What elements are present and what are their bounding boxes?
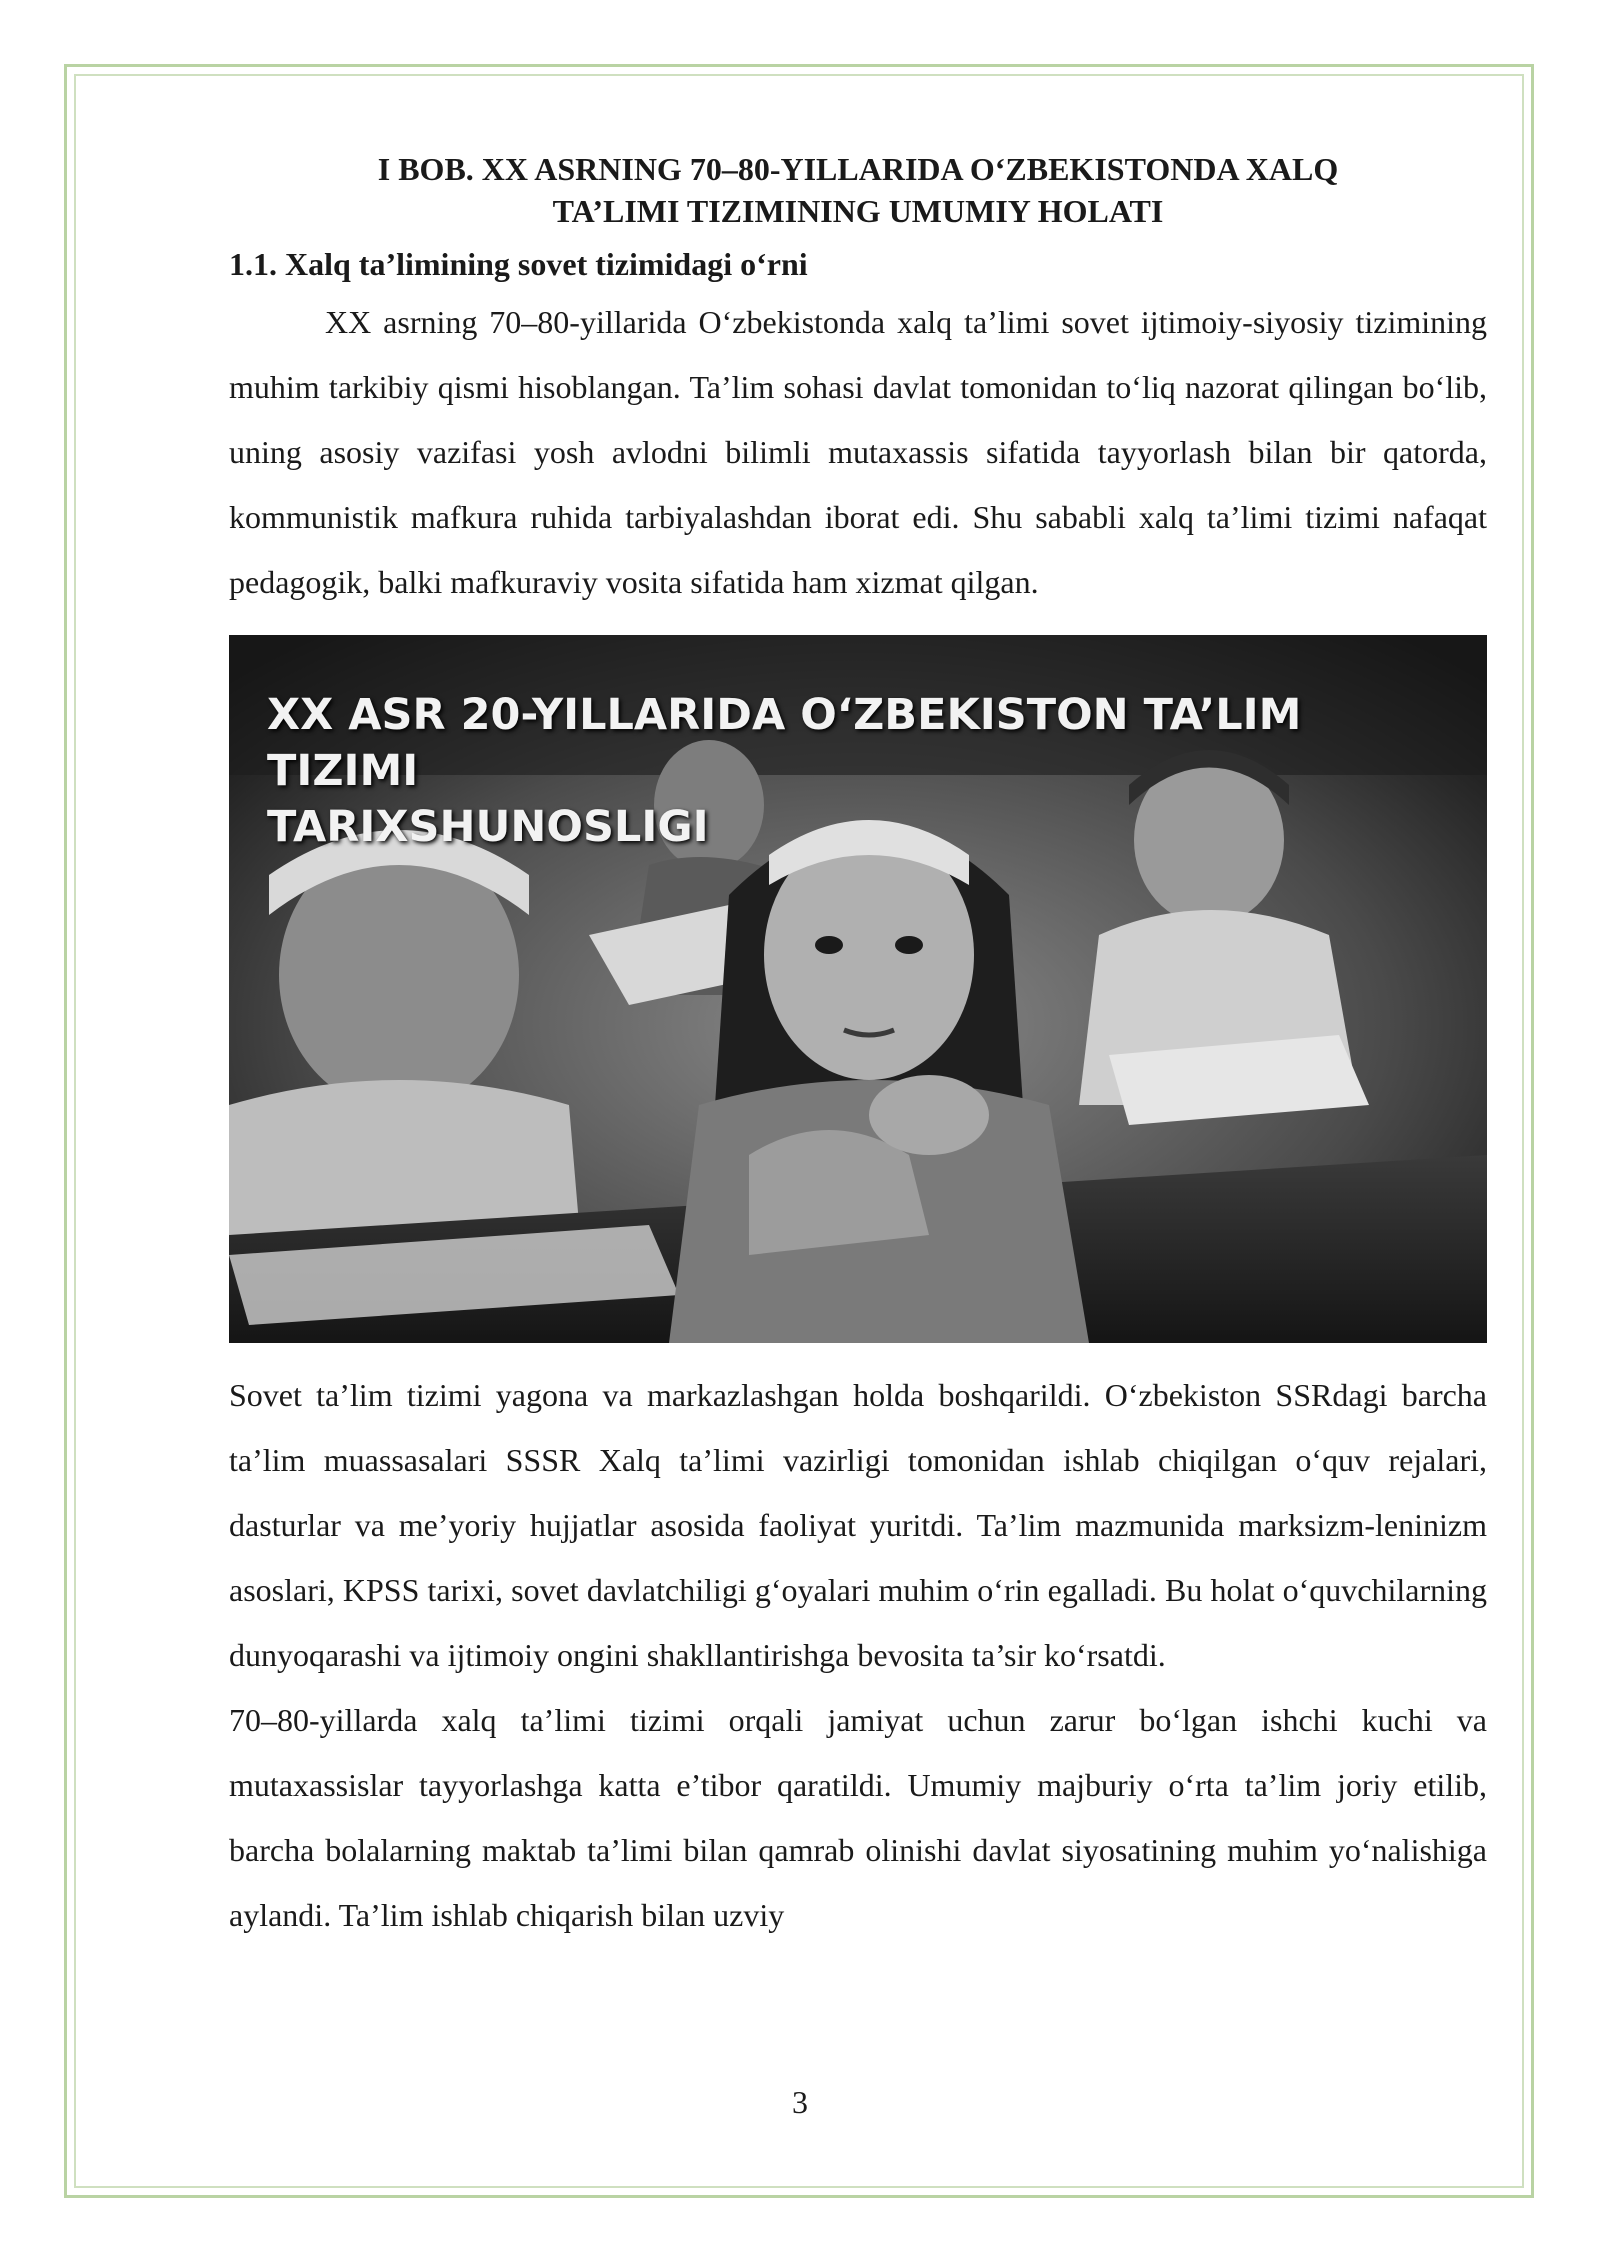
figure-caption-line1: XX ASR 20-YILLARIDA O‘ZBEKISTON TA’LIM TIZIMI [267,690,1302,796]
paragraph-1: XX asrning 70–80-yillarida O‘zbekistonda xalq ta’limi sovet ijtimoiy-siyosiy tizimining muhim tarkibiy qismi hisoblangan. Ta’lim sohasi davlat tomonidan to‘liq nazorat qilingan bo‘lib, uning asosiy vazifasi yosh avlodni bilimli mutaxassis sifatida tayyorlash bilan bir qatorda, kommunistik mafkura ruhida tarbiyalashdan iborat edi. Shu sababli xalq ta’limi tizimi nafaqat pedagogik, balki mafkuraviy vosita sifatida ham xizmat qilgan. [229,304,1487,600]
historical-photo-figure [229,635,1487,1343]
chapter-title [229,148,1487,232]
paragraph-3: 70–80-yillarda xalq ta’limi tizimi orqali jamiyat uchun zarur bo‘lgan ishchi kuchi va mutaxassislar tayyorlashga katta e’tibor qaratildi. Umumiy majburiy o‘rta ta’lim joriy etilib, barcha bolalarning maktab ta’limi bilan qamrab olinishi davlat siyosatining muhim yo‘nalishiga aylandi. Ta’lim ishlab chiqarish bilan uzviy [229,1702,1487,1933]
page-number: 3 [792,2084,808,2120]
chapter-title-line2: TA’LIMI TIZIMINING UMUMIY HOLATI [552,193,1164,229]
figure-caption [267,687,1447,855]
section-title: 1.1. Xalq ta’limining sovet tizimidagi o‘rni [229,246,808,282]
figure-caption-line2: TARIXSHUNOSLIGI [267,802,709,852]
paragraph-2: Sovet ta’lim tizimi yagona va markazlashgan holda boshqarildi. O‘zbekiston SSRdagi barcha ta’lim muassasalari SSSR Xalq ta’limi vazirligi tomonidan ishlab chiqilgan o‘quv rejalari, dasturlar va me’yoriy hujjatlar asosida faoliyat yuritdi. Ta’lim mazmunida marksizm-leninizm asoslari, KPSS tarixi, sovet davlatchiligi g‘oyalari muhim o‘rin egalladi. Bu holat o‘quvchilarning dunyoqarashi va ijtimoiy ongini shakllantirishga bevosita ta’sir ko‘rsatdi. [229,1377,1487,1673]
chapter-title-line1: I BOB. XX ASRNING 70–80-YILLARIDA O‘ZBEKISTONDA XALQ [377,151,1339,187]
page-content [229,148,1487,1948]
